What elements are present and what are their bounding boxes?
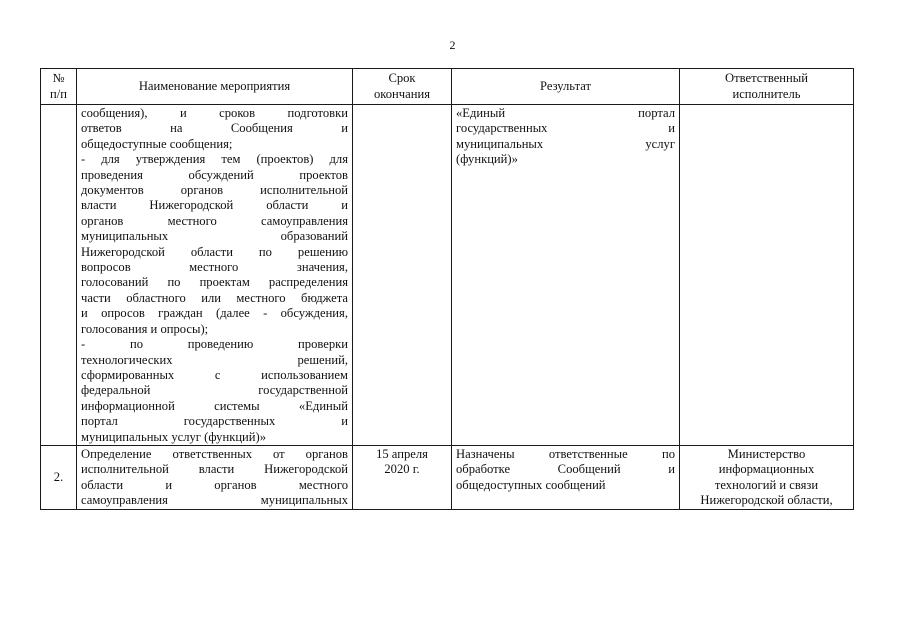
row2-num: 2. <box>41 445 77 509</box>
row2-deadline: 15 апреля 2020 г. <box>353 445 452 509</box>
header-result: Результат <box>452 69 680 105</box>
row1-responsible <box>680 105 854 446</box>
table-header-row <box>41 69 854 105</box>
table-row <box>41 445 854 509</box>
row2-result: Назначены ответственные по обработке Сообщений и общедоступных сообщений <box>452 445 680 509</box>
row2-responsible: Министерство информационных технологий и связи Нижегородской области, <box>680 445 854 509</box>
row1-deadline <box>353 105 452 446</box>
events-table <box>40 68 854 510</box>
header-num: № п/п <box>41 69 77 105</box>
row1-name: сообщения), и сроков подготовки ответов на Сообщения и общедоступные сообщения; - для утверждения тем (проектов) для проведения обсуждений проектов документов органов исполнительной власти Нижегородской области и органов местного самоуправления муниципальных образований Нижегородской области по решению вопросов местного значения, голосований по проектам распределения части областного или местного бюджета и опросов граждан (далее - обсуждения, голосования и опросы); - по проведению проверки технологических решений, сформированных с использованием федеральной государственной информационной системы «Единый портал государственных и муниципальных услуг (функций)» <box>77 105 353 446</box>
row2-name: Определение ответственных от органов исполнительной власти Нижегородской области и органов местного самоуправления муниципальных <box>77 445 353 509</box>
table-row <box>41 105 854 446</box>
header-responsible: Ответственный исполнитель <box>680 69 854 105</box>
row1-num <box>41 105 77 446</box>
header-name: Наименование мероприятия <box>77 69 353 105</box>
header-deadline: Срок окончания <box>353 69 452 105</box>
row1-result: «Единый портал государственных и муниципальных услуг (функций)» <box>452 105 680 446</box>
page-number: 2 <box>449 38 456 52</box>
